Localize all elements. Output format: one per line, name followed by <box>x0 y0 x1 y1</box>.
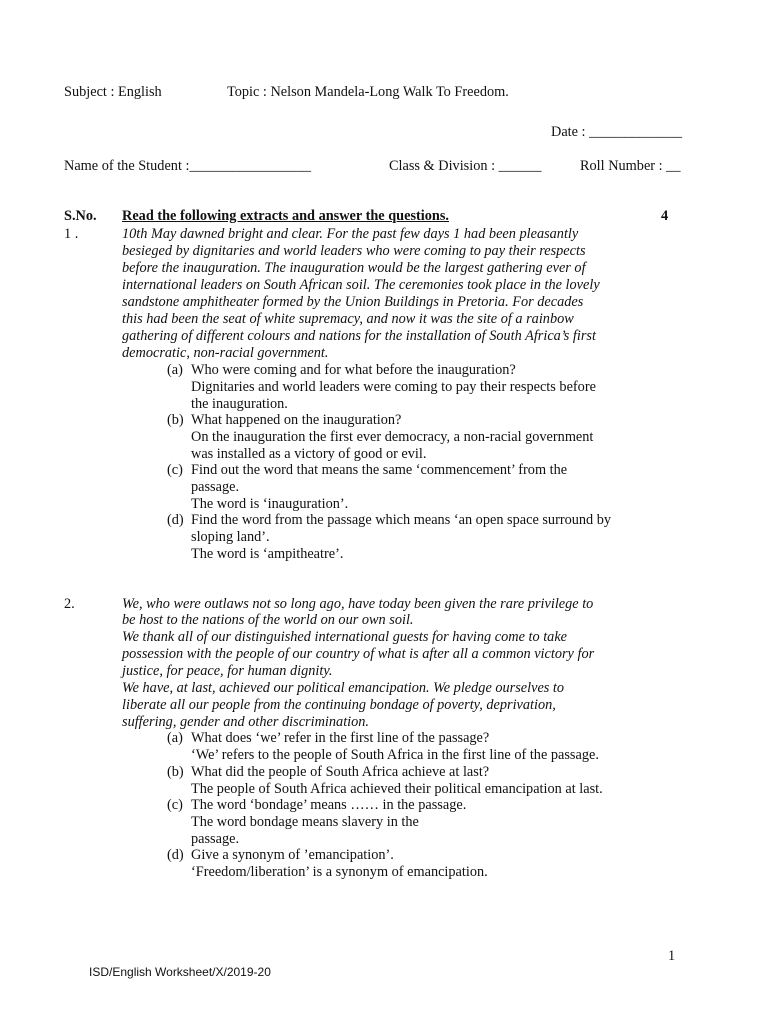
instruction-heading: Read the following extracts and answer the questions. <box>122 208 449 224</box>
answer-text: The people of South Africa achieved their political emancipation at last. <box>191 781 603 797</box>
answer-text: On the inauguration the first ever democracy, a non-racial government <box>191 429 594 445</box>
subquestion-text: Who were coming and for what before the inauguration? <box>191 362 516 378</box>
date-field: Date : _____________ <box>551 124 683 140</box>
subquestion-text: What does ‘we’ refer in the first line of the passage? <box>191 730 490 746</box>
subject-label: Subject : English <box>64 84 162 100</box>
answer-text: The word is ‘inauguration’. <box>191 496 349 512</box>
subquestion-text: sloping land’. <box>191 529 270 545</box>
passage-line: 10th May dawned bright and clear. For the past few days 1 had been pleasantly <box>122 226 579 242</box>
topic-label: Topic : Nelson Mandela-Long Walk To Freedom. <box>227 84 509 100</box>
subquestion-label: (c) <box>167 462 183 478</box>
footer-text: ISD/English Worksheet/X/2019-20 <box>89 965 271 979</box>
answer-text: ‘Freedom/liberation’ is a synonym of emancipation. <box>191 864 488 880</box>
answer-text: Dignitaries and world leaders were coming to pay their respects before <box>191 379 596 395</box>
subquestion-text: Give a synonym of ’emancipation’. <box>191 847 394 863</box>
answer-text: the inauguration. <box>191 396 288 412</box>
question-number-1: 1 . <box>64 226 79 242</box>
subquestion-label: (d) <box>167 512 184 528</box>
passage-line: suffering, gender and other discrimination. <box>122 714 370 730</box>
subquestion-label: (a) <box>167 730 183 746</box>
sno-header: S.No. <box>64 208 97 224</box>
subquestion-label: (b) <box>167 764 184 780</box>
page-number: 1 <box>668 948 676 964</box>
answer-text: ‘We’ refers to the people of South Africa in the first line of the passage. <box>191 747 599 763</box>
passage-line: before the inauguration. The inauguration would be the largest gathering ever of <box>122 260 586 276</box>
subquestion-label: (b) <box>167 412 184 428</box>
subquestion-label: (d) <box>167 847 184 863</box>
passage-line: this had been the seat of white supremacy, and now it was the site of a rainbow <box>122 311 574 327</box>
subquestion-text: passage. <box>191 479 240 495</box>
answer-text: The word bondage means slavery in the <box>191 814 419 830</box>
passage-line: gathering of different colours and nations for the installation of South Africa’s first <box>122 328 596 344</box>
roll-number-field: Roll Number : __ <box>580 158 681 174</box>
subquestion-text: Find out the word that means the same ‘commencement’ from the <box>191 462 568 478</box>
passage-line: besieged by dignitaries and world leaders who were coming to pay their respects <box>122 243 586 259</box>
passage-line: sandstone amphitheater formed by the Union Buildings in Pretoria. For decades <box>122 294 584 310</box>
subquestion-text: What happened on the inauguration? <box>191 412 402 428</box>
student-name-field: Name of the Student :_________________ <box>64 158 311 174</box>
answer-text: passage. <box>191 831 240 847</box>
passage-line: We thank all of our distinguished international guests for having come to take <box>122 629 568 645</box>
passage-line: liberate all our people from the continuing bondage of poverty, deprivation, <box>122 697 556 713</box>
class-division-field: Class & Division : ______ <box>389 158 542 174</box>
passage-line: be host to the nations of the world on our own soil. <box>122 612 414 628</box>
question-number-2: 2. <box>64 596 75 612</box>
subquestion-text: Find the word from the passage which means ‘an open space surround by <box>191 512 612 528</box>
passage-line: democratic, non-racial government. <box>122 345 329 361</box>
subquestion-label: (c) <box>167 797 183 813</box>
subquestion-text: What did the people of South Africa achieve at last? <box>191 764 490 780</box>
marks-value: 4 <box>661 208 669 224</box>
answer-text: was installed as a victory of good or evil. <box>191 446 427 462</box>
passage-line: possession with the people of our country of what is after all a common victory for <box>122 646 595 662</box>
passage-line: We have, at last, achieved our political emancipation. We pledge ourselves to <box>122 680 565 696</box>
passage-line: justice, for peace, for human dignity. <box>122 663 333 679</box>
subquestion-label: (a) <box>167 362 183 378</box>
answer-text: The word is ‘ampitheatre’. <box>191 546 344 562</box>
passage-line: international leaders on South African soil. The ceremonies took place in the lovely <box>122 277 600 293</box>
subquestion-text: The word ‘bondage’ means …… in the passage. <box>191 797 467 813</box>
passage-line: We, who were outlaws not so long ago, have today been given the rare privilege to <box>122 596 594 612</box>
